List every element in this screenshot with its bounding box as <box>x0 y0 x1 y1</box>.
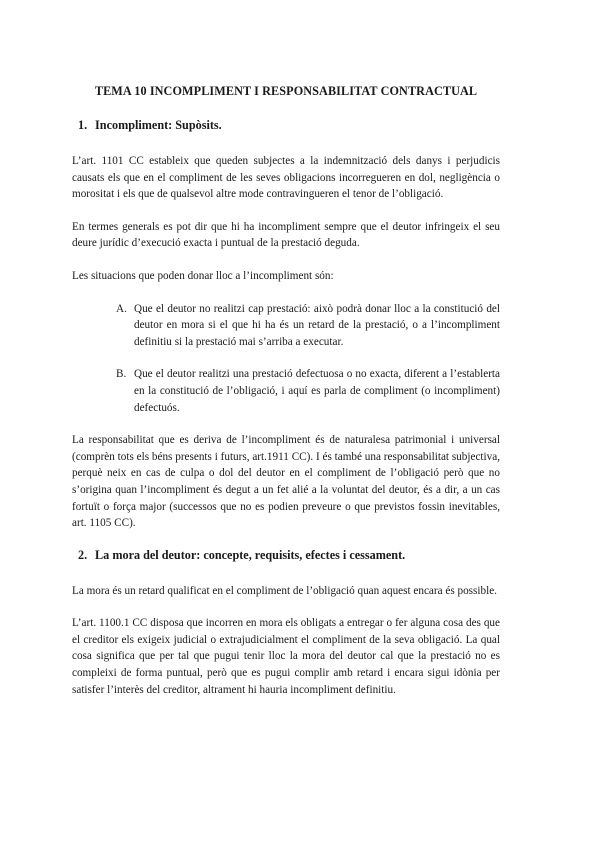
paragraph-situations-intro: Les situacions que poden donar lloc a l’incompliment són: <box>72 269 334 282</box>
paragraph-art-1100: L’art. 1100.1 CC disposa que incorren en mora els obligats a entregar o fer alguna cosa des que el creditor els exigeix judicial o extrajudicialment el compliment de la seva obligació. La qual cosa significa que per tal que pugui tenir lloc la mora del deutor cal que la prestació no es compleixi de forma puntual, però que es pugui complir amb retard i encara sigui idònia per satisfer l’interès del creditor, altrament hi hauria incompliment definitiu. <box>72 617 500 696</box>
paragraph-general-terms: En termes generals es pot dir que hi ha incompliment sempre que el deutor infringeix el seu deure jurídic d’execució exacta i puntual de la prestació deguda. <box>72 220 500 250</box>
document-page <box>72 84 500 714</box>
section-2-number: 2. <box>78 547 88 562</box>
situations-list <box>116 301 500 417</box>
list-item-text: Que el deutor realitzi una prestació defectuosa o no exacta, diferent a l’establerta en la constitució de l’obligació, i aquí es parla de compliment (o incompliment) defectuós. <box>134 368 500 414</box>
list-item-text: Que el deutor no realitzi cap prestació: això podrà donar lloc a la constitució del deutor en mora si el que hi ha és un retard de la prestació, o a l’incompliment definitiu si la prestació mai s’arriba a executar. <box>134 302 500 348</box>
paragraph-art-1101: L’art. 1101 CC estableix que queden subjectes a la indemnització dels danys i perjudicis causats els que en el compliment de les seves obligacions incorregueren en dol, negligència o morositat i els que de qualsevol altre mode contravingueren el tenor de l’obligació. <box>72 155 500 201</box>
list-item <box>116 366 500 416</box>
paragraph-mora-definition: La mora és un retard qualificat en el compliment de l’obligació quan aquest encara és possible. <box>72 584 497 597</box>
list-marker: B. <box>116 368 127 381</box>
section-1-title: Incompliment: Supòsits. <box>95 118 222 132</box>
section-1-heading <box>78 118 500 133</box>
paragraph-responsibility: La responsabilitat que es deriva de l’incompliment és de naturalesa patrimonial i universal (comprèn tots els béns presents i futurs, art.1911 CC). I és també una responsabilitat subjectiva, perquè neix en cas de culpa o dol del deutor en el compliment de l’obligació però que no s’origina quan l’incompliment és degut a un fet alié a la voluntat del deutor, és a dir, a un cas fortuït o força major (successos que no es podien preveure o que previstos fossin inevitables, art. 1105 CC). <box>72 434 500 530</box>
document-title: TEMA 10 INCOMPLIMENT I RESPONSABILITAT CONTRACTUAL <box>94 84 478 98</box>
section-1-number: 1. <box>78 118 88 132</box>
list-marker: A. <box>116 302 127 315</box>
section-2-title: La mora del deutor: concepte, requisits, efectes i cessament. <box>95 547 406 562</box>
section-2-heading <box>78 548 500 563</box>
list-item <box>116 301 500 351</box>
